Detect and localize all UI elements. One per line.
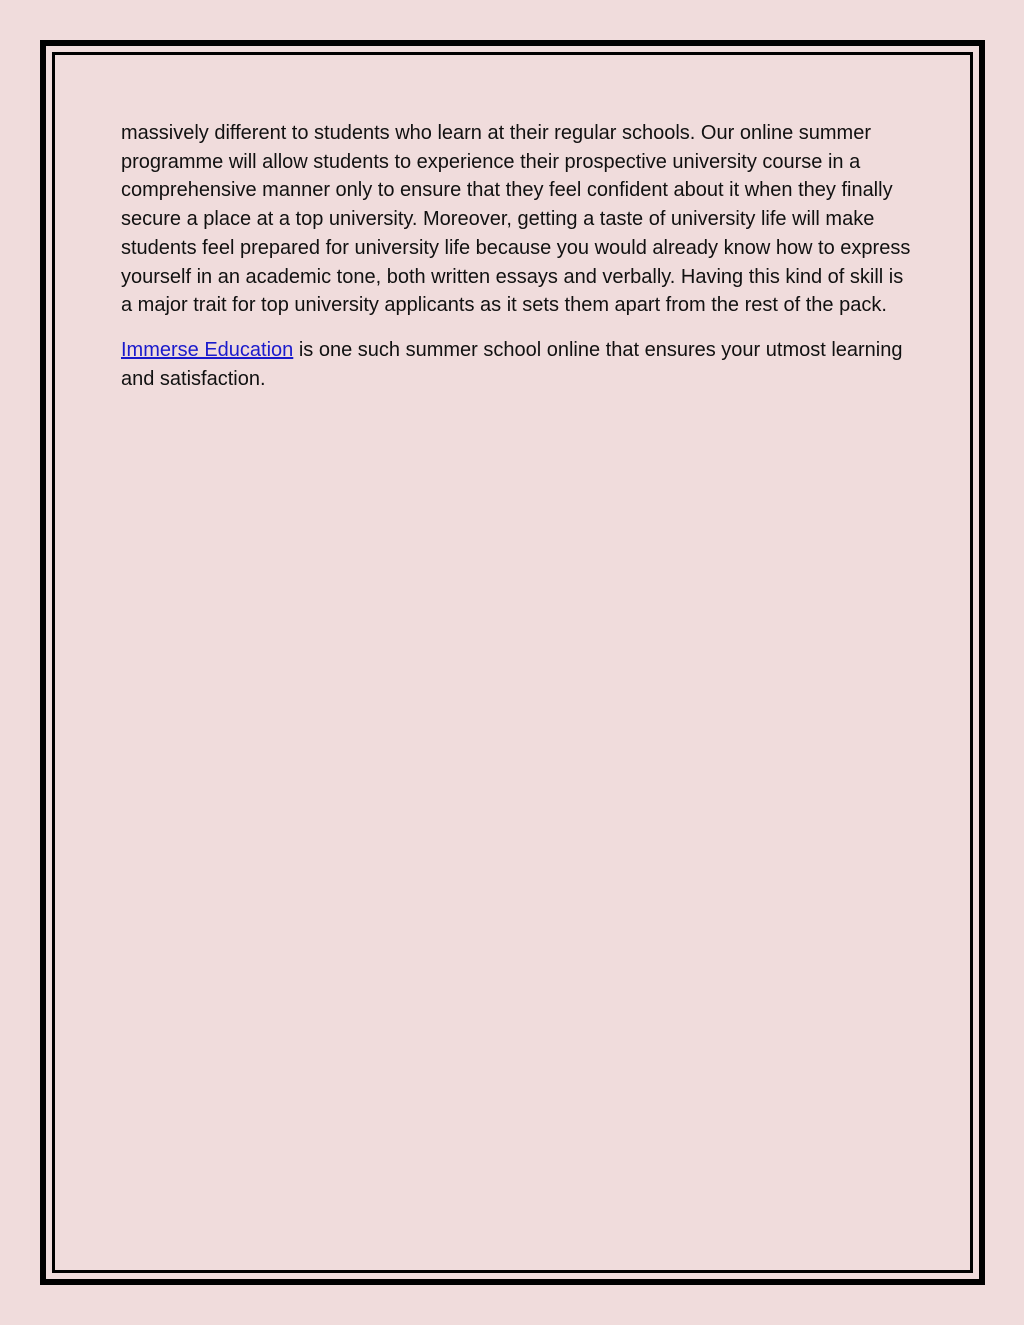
paragraph-2 (121, 336, 911, 393)
paragraph-1: massively different to students who learn at their regular schools. Our online summer programme will allow students to experience their prospective university course in a comprehensive manner only to ensure that they feel confident about it when they finally secure a place at a top university. Moreover, getting a taste of university life will make students feel prepared for university life because you would already know how to express yourself in an academic tone, both written essays and verbally. Having this kind of skill is a major trait for top university applicants as it sets them apart from the rest of the pack. (121, 122, 911, 317)
immerse-education-link[interactable]: Immerse Education (121, 338, 294, 361)
paragraph-2-text: is one such summer school online that ensures your utmost learning and satisfaction. (121, 338, 903, 390)
document-body (121, 119, 911, 409)
